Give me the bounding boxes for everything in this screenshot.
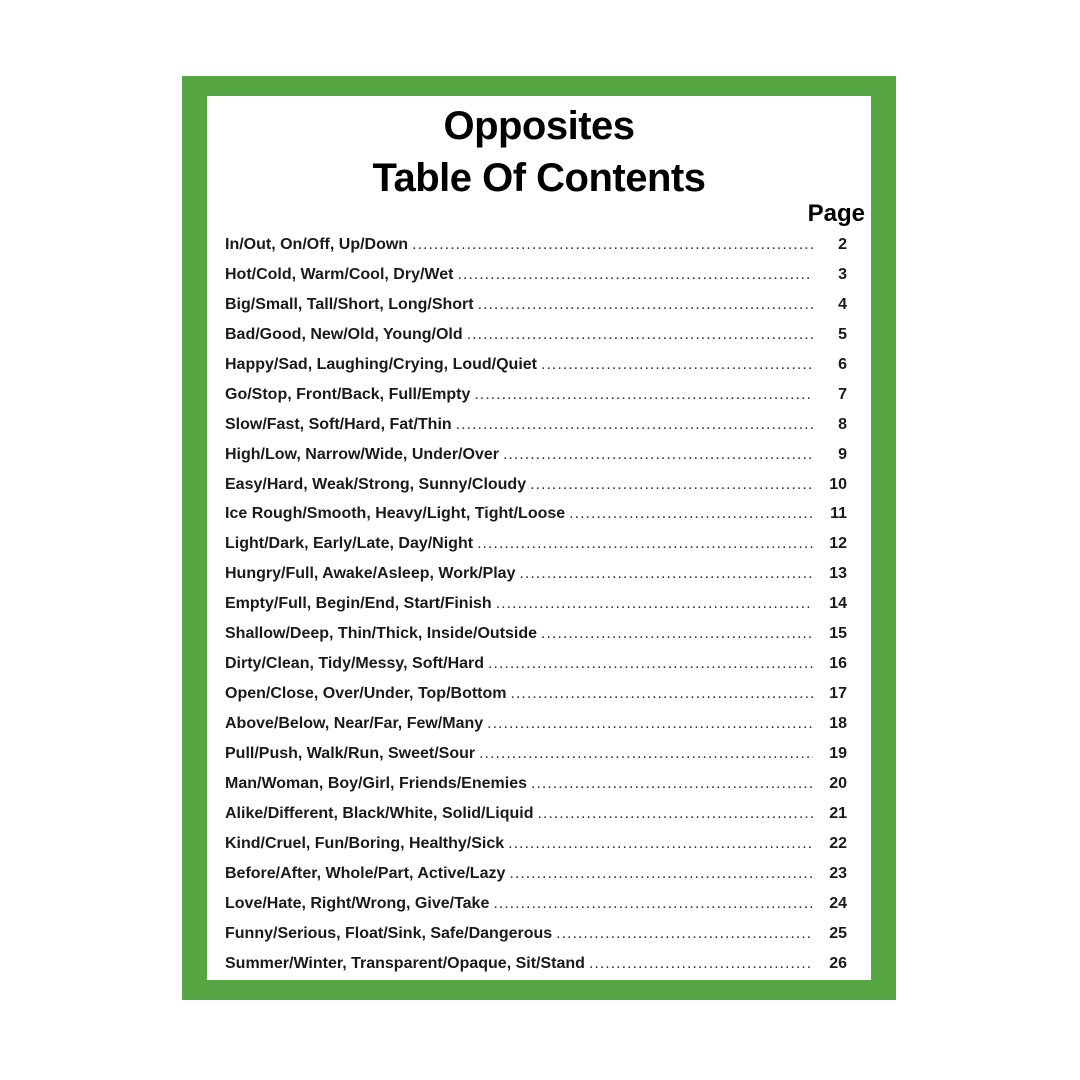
toc-entry-label: Slow/Fast, Soft/Hard, Fat/Thin (225, 415, 452, 433)
toc-entry-page-number: 9 (838, 445, 847, 463)
toc-entry (225, 655, 847, 685)
dot-leader (531, 775, 813, 793)
dot-leader (589, 955, 813, 973)
toc-entry (225, 955, 847, 985)
dot-leader (456, 416, 813, 434)
toc-entry-label: Funny/Serious, Float/Sink, Safe/Dangerous (225, 924, 553, 942)
dot-leader (556, 925, 813, 943)
toc-entry-page-number: 2 (838, 236, 847, 253)
dot-leader (569, 505, 813, 523)
dot-leader (511, 685, 813, 703)
toc-entry (225, 296, 847, 326)
toc-entry-label: Bad/Good, New/Old, Young/Old (225, 325, 463, 343)
toc-entry (225, 446, 847, 476)
toc-entry-page-number: 6 (838, 355, 847, 373)
toc-entry-label: Ice Rough/Smooth, Heavy/Light, Tight/Loose (225, 505, 566, 523)
toc-entry (225, 505, 847, 535)
document-title: Opposites (443, 104, 635, 148)
dot-leader (508, 835, 813, 853)
toc-entry-page-number: 13 (829, 565, 847, 583)
toc-entry (225, 476, 847, 506)
toc-entry-page-number: 11 (830, 505, 847, 523)
toc-entry-page-number: 10 (829, 475, 847, 493)
toc-entry (225, 416, 847, 446)
dot-leader (493, 895, 813, 913)
toc-entry (225, 386, 847, 416)
toc-entry-page-number: 20 (829, 774, 847, 792)
toc-entry (225, 266, 847, 296)
toc-entry-label: Easy/Hard, Weak/Strong, Sunny/Cloudy (225, 475, 527, 493)
toc-entry-page-number: 24 (829, 894, 847, 912)
toc-entry-page-number: 4 (838, 295, 847, 313)
toc-entry-page-number: 16 (829, 655, 847, 673)
toc-entry (225, 685, 847, 715)
toc-entry (225, 865, 847, 895)
toc-entry-page-number: 25 (829, 924, 847, 942)
toc-entry-label: Summer/Winter, Transparent/Opaque, Sit/Stand (225, 954, 585, 972)
toc-entry (225, 535, 847, 565)
toc-entry-label: Dirty/Clean, Tidy/Messy, Soft/Hard (225, 655, 485, 673)
toc-entry (225, 715, 847, 745)
toc-entry (225, 326, 847, 356)
toc-entry-label: Above/Below, Near/Far, Few/Many (225, 715, 484, 732)
toc-entry-page-number: 3 (838, 265, 847, 283)
toc-entry (225, 745, 847, 775)
table-of-contents (225, 236, 847, 984)
toc-entry-label: Kind/Cruel, Fun/Boring, Healthy/Sick (225, 834, 505, 852)
toc-entry-page-number: 21 (829, 804, 847, 822)
toc-entry-label: Hungry/Full, Awake/Asleep, Work/Play (225, 565, 516, 583)
toc-entry-page-number: 22 (829, 834, 847, 852)
dot-leader (479, 745, 813, 763)
toc-entry-page-number: 8 (838, 415, 847, 433)
dot-leader (478, 296, 813, 314)
document-subtitle: Table Of Contents (372, 156, 706, 200)
dot-leader (519, 565, 813, 583)
dot-leader (477, 535, 813, 553)
toc-entry-label: Shallow/Deep, Thin/Thick, Inside/Outside (225, 625, 538, 643)
dot-leader (509, 865, 813, 883)
page-column-header: Page (807, 200, 865, 227)
dot-leader (541, 356, 813, 374)
toc-entry-label: Go/Stop, Front/Back, Full/Empty (225, 385, 471, 403)
toc-entry (225, 775, 847, 805)
toc-entry-label: High/Low, Narrow/Wide, Under/Over (225, 445, 499, 463)
toc-entry-page-number: 14 (829, 595, 847, 613)
toc-entry-label: Pull/Push, Walk/Run, Sweet/Sour (225, 744, 476, 762)
toc-entry (225, 895, 847, 925)
dot-leader (530, 476, 813, 494)
toc-entry-page-number: 15 (829, 625, 847, 643)
toc-entry (225, 595, 847, 625)
toc-entry (225, 835, 847, 865)
toc-entry (225, 565, 847, 595)
toc-entry-page-number: 23 (829, 864, 847, 882)
toc-entry-page-number: 18 (829, 715, 847, 732)
toc-entry (225, 356, 847, 386)
toc-entry-page-number: 7 (838, 385, 847, 403)
toc-entry-page-number: 5 (838, 325, 847, 343)
toc-entry-label: Open/Close, Over/Under, Top/Bottom (225, 685, 507, 703)
dot-leader (537, 805, 813, 823)
toc-entry-label: Empty/Full, Begin/End, Start/Finish (225, 595, 492, 613)
toc-entry-label: Man/Woman, Boy/Girl, Friends/Enemies (225, 774, 527, 792)
toc-entry-label: Before/After, Whole/Part, Active/Lazy (225, 864, 506, 882)
dot-leader (467, 326, 813, 344)
toc-entry-page-number: 26 (829, 954, 847, 972)
toc-entry-label: Happy/Sad, Laughing/Crying, Loud/Quiet (225, 355, 537, 373)
dot-leader (487, 715, 813, 733)
toc-entry-label: Big/Small, Tall/Short, Long/Short (225, 295, 474, 313)
document-page (207, 96, 871, 980)
toc-entry (225, 236, 847, 266)
green-border-frame (182, 76, 896, 1000)
toc-entry (225, 925, 847, 955)
dot-leader (496, 595, 813, 613)
toc-entry-page-number: 12 (829, 535, 847, 553)
toc-entry-page-number: 19 (829, 744, 847, 762)
toc-entry-label: Hot/Cold, Warm/Cool, Dry/Wet (225, 265, 454, 283)
dot-leader (474, 386, 813, 404)
toc-entry-label: In/Out, On/Off, Up/Down (225, 236, 409, 253)
dot-leader (541, 625, 813, 643)
toc-entry (225, 625, 847, 655)
toc-entry-page-number: 17 (829, 685, 847, 703)
dot-leader (503, 446, 813, 464)
toc-entry-label: Light/Dark, Early/Late, Day/Night (225, 535, 474, 553)
dot-leader (457, 266, 813, 284)
dot-leader (412, 236, 813, 254)
toc-entry-label: Alike/Different, Black/White, Solid/Liquid (225, 804, 534, 822)
toc-entry-label: Love/Hate, Right/Wrong, Give/Take (225, 894, 490, 912)
toc-entry (225, 805, 847, 835)
dot-leader (488, 655, 813, 673)
